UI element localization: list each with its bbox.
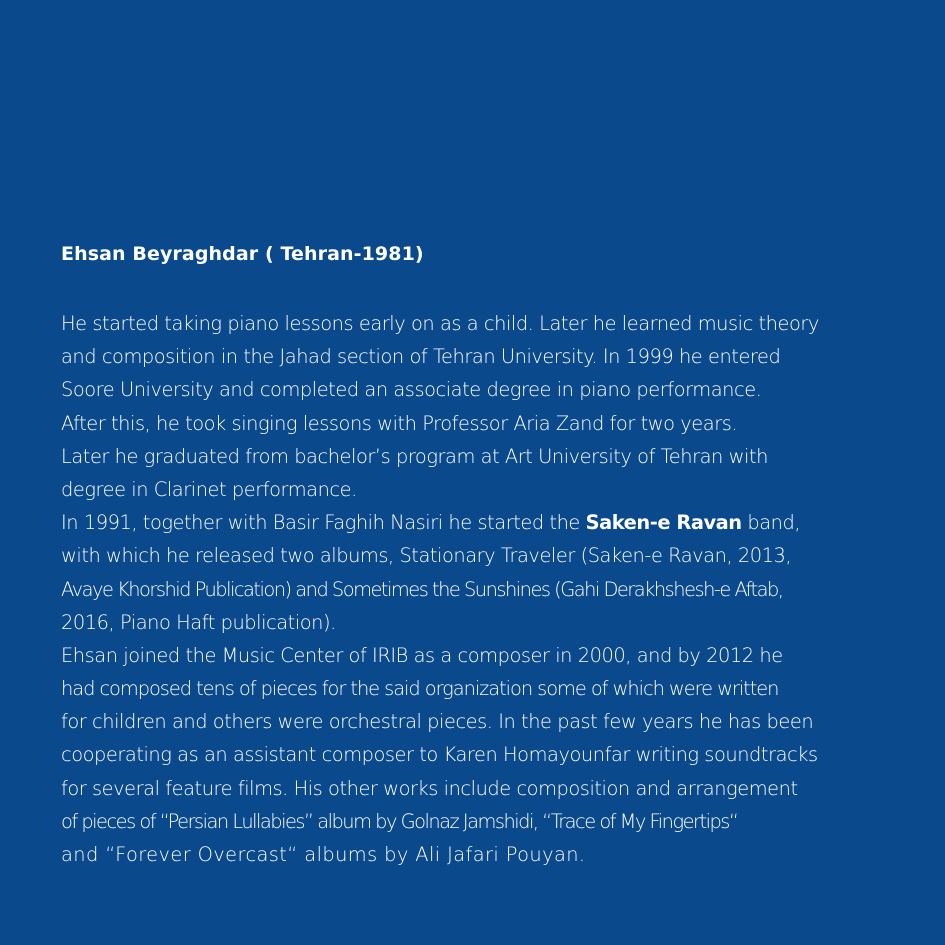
- body-line: had composed tens of pieces for the said organization some of which were written: [61, 677, 779, 701]
- biography-title: Ehsan Beyraghdar ( Tehran-1981): [61, 243, 424, 265]
- body-line: and composition in the Jahad section of Tehran University. In 1999 he entered: [61, 345, 781, 369]
- body-line-end: band,: [741, 511, 801, 535]
- body-line: cooperating as an assistant composer to Karen Homayounfar writing soundtracks: [61, 743, 818, 767]
- body-line: [61, 506, 891, 539]
- band-name: Saken-e Ravan: [585, 511, 742, 535]
- body-line: of pieces of “Persian Lullabies” album by Golnaz Jamshidi, “Trace of My Fingertips“: [61, 809, 738, 833]
- body-line-start: In 1991, together with Basir Faghih Nasiri he started the: [61, 511, 586, 535]
- body-line: for several feature films. His other works include composition and arrangement: [61, 776, 798, 800]
- body-line: Avaye Khorshid Publication) and Sometimes the Sunshines (Gahi Derakhshesh-e Aftab,: [61, 577, 783, 601]
- body-line: After this, he took singing lessons with Professor Aria Zand for two years.: [61, 411, 738, 435]
- body-line: Soore University and completed an associate degree in piano performance.: [61, 378, 762, 402]
- body-line: for children and others were orchestral pieces. In the past few years he has been: [61, 710, 814, 734]
- body-line: and “Forever Overcast“ albums by Ali Jafari Pouyan.: [61, 843, 586, 866]
- body-line: 2016, Piano Haft publication).: [61, 610, 336, 634]
- body-line: He started taking piano lessons early on as a child. Later he learned music theory: [61, 312, 819, 335]
- body-line: Later he graduated from bachelor’s program at Art University of Tehran with: [61, 444, 768, 468]
- body-line: Ehsan joined the Music Center of IRIB as a composer in 2000, and by 2012 he: [61, 643, 783, 667]
- body-line: degree in Clarinet performance.: [61, 477, 357, 501]
- body-line: with which he released two albums, Stationary Traveler (Saken-e Ravan, 2013,: [61, 544, 792, 568]
- biography-body: [61, 307, 891, 871]
